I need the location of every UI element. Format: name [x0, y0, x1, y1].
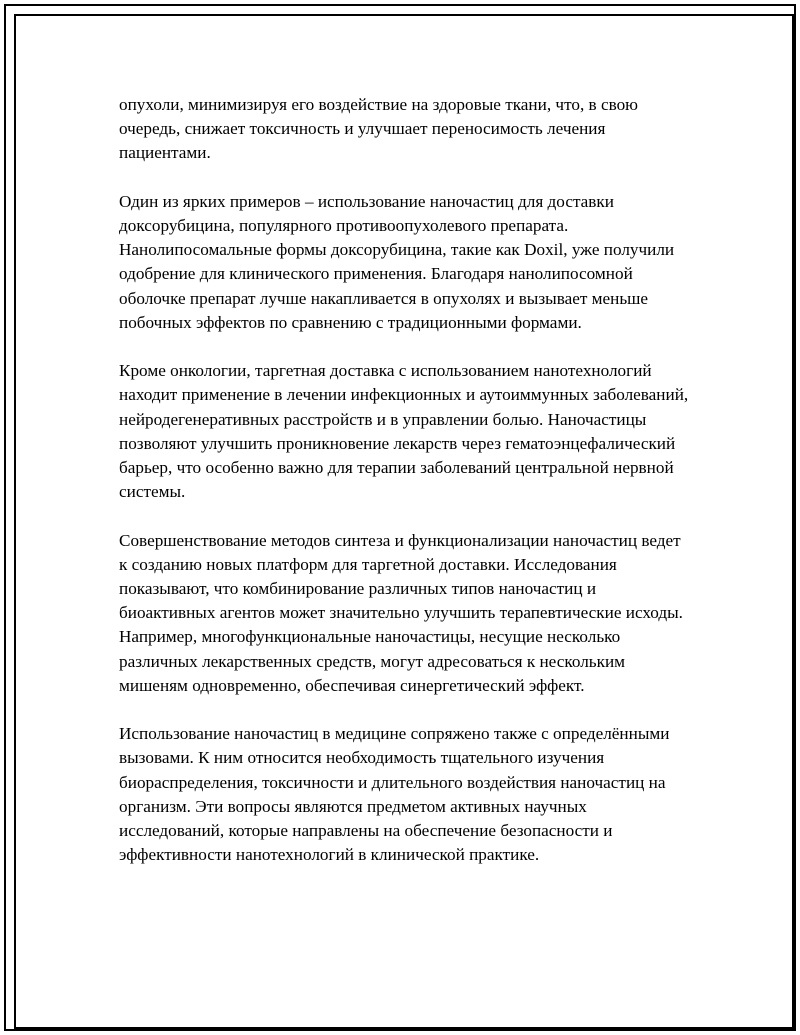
- document-body: [119, 93, 689, 892]
- paragraph-2: Один из ярких примеров – использование наночастиц для доставки доксорубицина, популярного противоопухолевого препарата. Нанолипосомальные формы доксорубицина, такие как Doxil, уже получили одобрение для клинического применения. Благодаря нанолипосомной оболочке препарат лучше накапливается в опухолях и вызывает меньше побочных эффектов по сравнению с традиционными формами.: [119, 191, 675, 332]
- paragraph-4: Совершенствование методов синтеза и функционализации наночастиц ведет к созданию новых платформ для таргетной доставки. Исследования показывают, что комбинирование различных типов наночастиц и биоактивных агентов может значительно улучшить терапевтические исходы. Например, многофункциональные наночастицы, несущие несколько различных лекарственных средств, могут адресоваться к нескольким мишеням одновременно, обеспечивая синергетический эффект.: [119, 530, 683, 695]
- paragraph-1: опухоли, минимизируя его воздействие на здоровые ткани, что, в свою очередь, снижает токсичность и улучшает переносимость лечения пациентами.: [119, 95, 639, 163]
- paragraph-3: Кроме онкологии, таргетная доставка с использованием нанотехнологий находит применение в лечении инфекционных и аутоиммунных заболеваний, нейродегенеративных расстройств и в управлении болью. Наночастицы позволяют улучшить проникновение лекарств через гематоэнцефалический барьер, что особенно важно для терапии заболеваний центральной нервной системы.: [119, 361, 689, 502]
- paragraph-5: Использование наночастиц в медицине сопряжено также с определёнными вызовами. К ним относится необходимость тщательного изучения биораспределения, токсичности и длительного воздействия наночастиц на организм. Эти вопросы являются предметом активных научных исследований, которые направлены на обеспечение безопасности и эффективности нанотехнологий в клинической практике.: [119, 724, 670, 865]
